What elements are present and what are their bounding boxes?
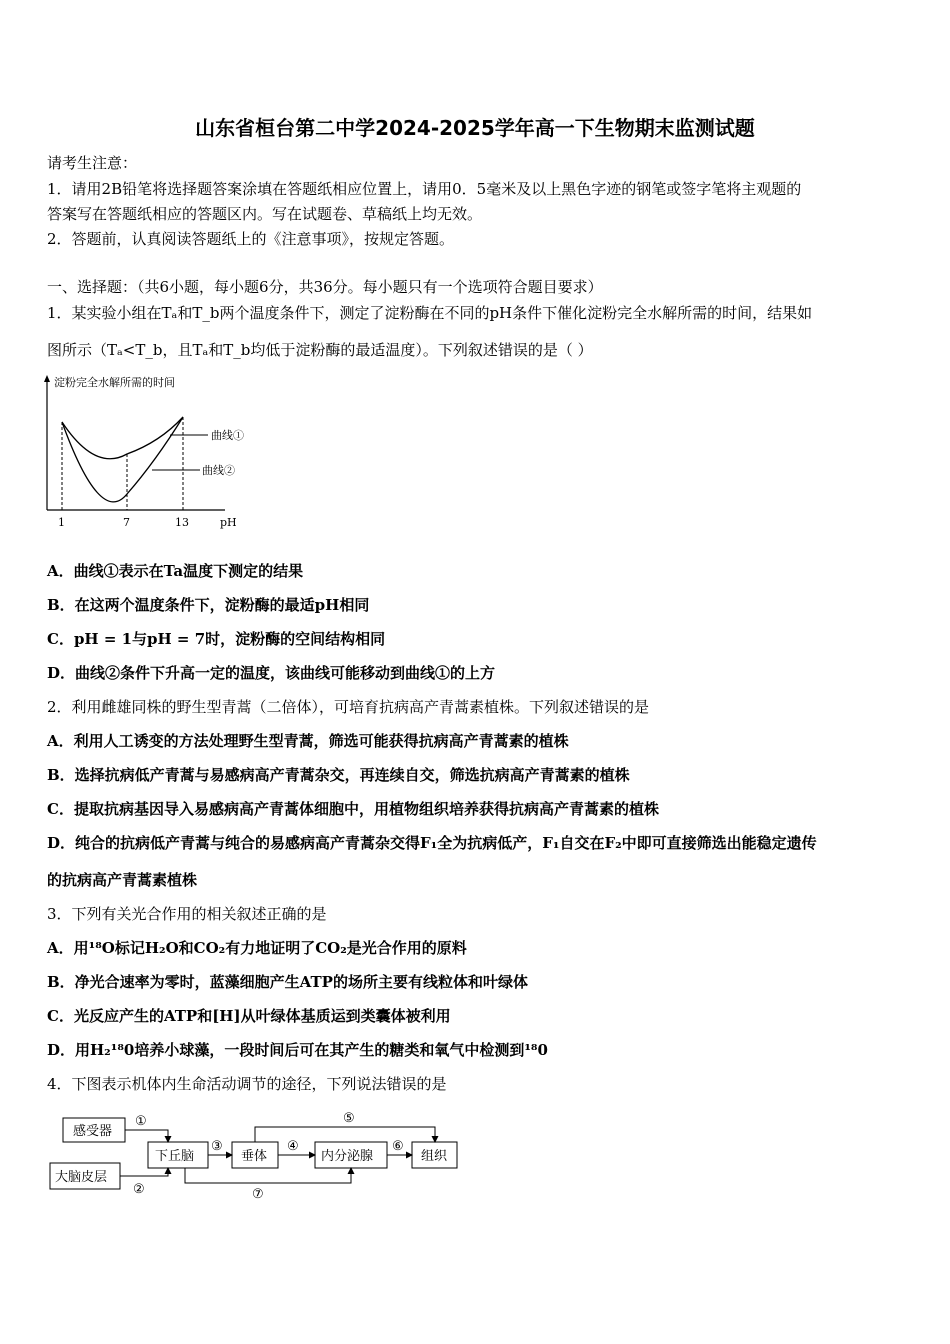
- y-axis-label: 淀粉完全水解所需的时间: [54, 376, 175, 389]
- section-heading: 一、选择题：（共6小题，每小题6分，共36分。每小题只有一个选项符合题目要求）: [47, 278, 603, 296]
- notice-heading: 请考生注意：: [47, 154, 138, 172]
- box-cortex-label: 大脑皮层: [55, 1170, 108, 1185]
- q2-stem: 2．利用雌雄同株的野生型青蒿（二倍体），可培育抗病高产青蒿素植株。下列叙述错误的是: [47, 698, 650, 716]
- legend-curve-1: 曲线①: [211, 429, 244, 442]
- curve-1: [62, 417, 183, 459]
- box-receptor-label: 感受器: [73, 1124, 113, 1139]
- q3-stem: 3．下列有关光合作用的相关叙述正确的是: [47, 905, 327, 923]
- page-title: 山东省桓台第二中学2024-2025学年高一下生物期末监测试题: [195, 116, 755, 140]
- arrow-4-label: ④: [287, 1139, 299, 1154]
- box-tissue-label: 组织: [421, 1149, 448, 1164]
- q4-stem: 4．下图表示机体内生命活动调节的途径，下列说法错误的是: [47, 1075, 447, 1093]
- arrow-6-label: ⑥: [392, 1139, 404, 1154]
- box-hypothalamus-label: 下丘脑: [155, 1149, 195, 1164]
- notice-item-1b: 答案写在答题纸相应的答题区内。写在试题卷、草稿纸上均无效。: [47, 205, 483, 223]
- q1-chart: [40, 372, 250, 532]
- arrow-2-label: ②: [133, 1182, 145, 1197]
- arrow-2: [120, 1168, 168, 1176]
- arrow-1-label: ①: [135, 1114, 147, 1129]
- arrow-7: [185, 1168, 351, 1183]
- q2-option-d-b: 的抗病高产青蒿素植株: [47, 871, 198, 889]
- legend-curve-2: 曲线②: [202, 464, 235, 477]
- x-axis-label: pH: [220, 516, 237, 529]
- q1-option-c: C．pH = 1与pH = 7时，淀粉酶的空间结构相同: [47, 630, 386, 648]
- q1-stem-b: 图所示（Tₐ<T_b，且Tₐ和T_b均低于淀粉酶的最适温度）。下列叙述错误的是（ ）: [47, 341, 593, 359]
- q1-option-b: B．在这两个温度条件下，淀粉酶的最适pH相同: [47, 596, 370, 614]
- arrow-5: [255, 1127, 435, 1142]
- curve-2: [62, 417, 183, 502]
- arrow-5-label: ⑤: [343, 1111, 355, 1126]
- box-endocrine-label: 内分泌腺: [321, 1149, 374, 1164]
- q3-option-b: B．净光合速率为零时，蓝藻细胞产生ATP的场所主要有线粒体和叶绿体: [47, 973, 528, 991]
- x-tick-13: 13: [175, 516, 189, 529]
- x-tick-1: 1: [58, 516, 65, 529]
- q1-stem-a: 1．某实验小组在Tₐ和T_b两个温度条件下，测定了淀粉酶在不同的pH条件下催化淀粉完全水解所需的时间，结果如: [47, 304, 813, 322]
- box-pituitary-label: 垂体: [241, 1149, 268, 1164]
- arrow-7-label: ⑦: [252, 1187, 264, 1200]
- q4-diagram: [45, 1105, 465, 1200]
- notice-item-1a: 1．请用2B铅笔将选择题答案涂填在答题纸相应位置上，请用0．5毫米及以上黑色字迹的钢笔或签字笔将主观题的: [47, 180, 802, 198]
- q1-option-a: A．曲线①表示在Ta温度下测定的结果: [47, 562, 304, 580]
- q2-option-a: A．利用人工诱变的方法处理野生型青蒿，筛选可能获得抗病高产青蒿素的植株: [47, 732, 569, 750]
- y-axis-arrow: [44, 375, 50, 382]
- arrow-1: [125, 1130, 168, 1142]
- arrow-3-label: ③: [211, 1139, 223, 1154]
- notice-item-2: 2．答题前，认真阅读答题纸上的《注意事项》，按规定答题。: [47, 230, 455, 248]
- q3-option-c: C．光反应产生的ATP和[H]从叶绿体基质运到类囊体被利用: [47, 1007, 451, 1025]
- q1-option-d: D．曲线②条件下升高一定的温度，该曲线可能移动到曲线①的上方: [47, 664, 496, 682]
- q2-option-d-a: D．纯合的抗病低产青蒿与纯合的易感病高产青蒿杂交得F₁全为抗病低产，F₁自交在F₂中即可直接筛选出能稳定遗传: [47, 834, 817, 852]
- x-tick-7: 7: [123, 516, 130, 529]
- q3-option-a: A．用¹⁸O标记H₂O和CO₂有力地证明了CO₂是光合作用的原料: [47, 939, 467, 957]
- q2-option-b: B．选择抗病低产青蒿与易感病高产青蒿杂交，再连续自交，筛选抗病高产青蒿素的植株: [47, 766, 630, 784]
- q3-option-d: D．用H₂¹⁸0培养小球藻，一段时间后可在其产生的糖类和氧气中检测到¹⁸0: [47, 1041, 548, 1059]
- q2-option-c: C．提取抗病基因导入易感病高产青蒿体细胞中，用植物组织培养获得抗病高产青蒿素的植株: [47, 800, 659, 818]
